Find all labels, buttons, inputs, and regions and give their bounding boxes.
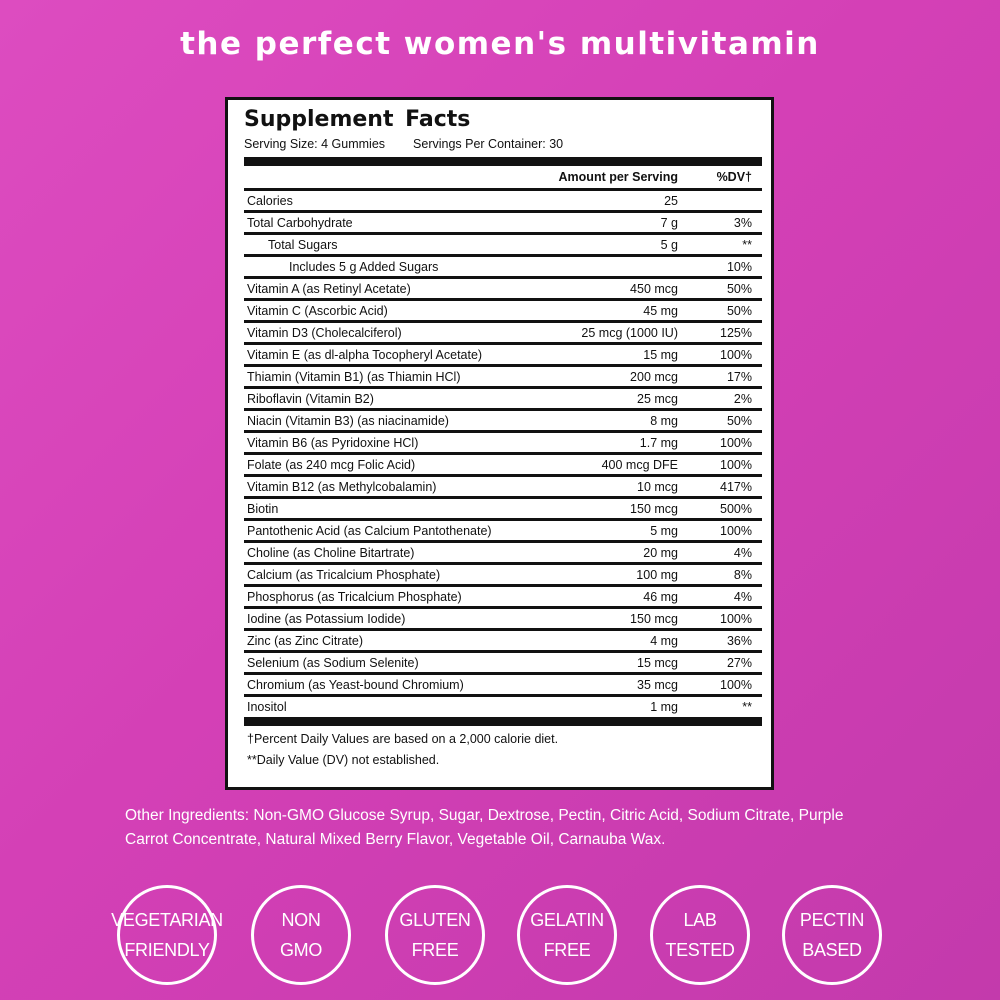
table-row: [244, 609, 762, 631]
nutrient-amount: 200 mcg: [630, 369, 678, 384]
nutrient-amount: 10 mcg: [637, 479, 678, 494]
nutrient-name: Inositol: [247, 699, 287, 714]
serving-size: Serving Size: 4 Gummies: [244, 137, 386, 151]
nutrient-dv: 417%: [720, 479, 752, 494]
nutrient-name: Chromium (as Yeast-bound Chromium): [247, 677, 464, 692]
nutrient-amount: 150 mcg: [630, 501, 678, 516]
badge-circle: [385, 885, 485, 985]
badge-line-1: VEGETARIAN: [111, 910, 223, 930]
nutrient-amount: 25 mcg (1000 IU): [581, 325, 678, 340]
table-row: [244, 345, 762, 367]
supplement-facts-panel: [225, 97, 774, 790]
badge-line-2: FREE: [543, 940, 591, 960]
nutrient-dv: 27%: [726, 655, 752, 670]
nutrient-name: Zinc (as Zinc Citrate): [247, 633, 363, 648]
table-row: [244, 477, 762, 499]
table-row: [244, 587, 762, 609]
nutrient-dv: 17%: [726, 369, 752, 384]
nutrient-dv: 100%: [720, 457, 752, 472]
nutrient-name: Phosphorus (as Tricalcium Phosphate): [247, 589, 462, 604]
nutrient-name: Iodine (as Potassium Iodide): [247, 611, 406, 626]
table-row: [244, 301, 762, 323]
nutrient-dv: 10%: [726, 259, 752, 274]
nutrient-dv: 2%: [733, 391, 752, 406]
column-dv-header: %DV†: [716, 170, 752, 184]
nutrient-amount: 4 mg: [650, 633, 678, 648]
nutrient-name: Total Carbohydrate: [247, 215, 353, 230]
nutrient-name: Vitamin D3 (Cholecalciferol): [247, 325, 402, 340]
nutrient-rows: [244, 191, 762, 716]
nutrient-dv: 100%: [720, 677, 752, 692]
table-row: [244, 411, 762, 433]
nutrient-amount: 45 mg: [643, 303, 678, 318]
table-row: [244, 433, 762, 455]
other-ingredients: Other Ingredients: Non-GMO Glucose Syrup, Sugar, Dextrose, Pectin, Citric Acid, Sodium Citrate, Purple Carrot Concentrate, Natural Mixed Berry Flavor, Vegetable Oil, Carnauba Wax.: [125, 807, 844, 848]
nutrient-amount: 1.7 mg: [639, 435, 678, 450]
table-row: [244, 213, 762, 235]
panel-title: Supplement Facts: [244, 107, 471, 132]
nutrient-dv: 50%: [726, 303, 752, 318]
nutrient-dv: 36%: [726, 633, 752, 648]
divider-thick-bottom: [244, 717, 762, 726]
badge-line-1: LAB: [683, 910, 717, 930]
nutrient-dv: 50%: [726, 413, 752, 428]
nutrient-dv: 50%: [726, 281, 752, 296]
table-row: [244, 697, 762, 716]
table-row: [244, 543, 762, 565]
table-row: [244, 257, 762, 279]
table-row: [244, 235, 762, 257]
nutrient-dv: 100%: [720, 435, 752, 450]
badge-circle: [251, 885, 351, 985]
nutrient-dv: 100%: [720, 523, 752, 538]
nutrient-dv: 100%: [720, 347, 752, 362]
nutrient-dv: 125%: [720, 325, 752, 340]
badge-line-1: NON: [281, 910, 321, 930]
nutrient-amount: 25: [664, 193, 678, 208]
nutrient-amount: 15 mg: [643, 347, 678, 362]
table-header: [244, 166, 762, 191]
nutrient-dv: **: [742, 237, 752, 252]
nutrient-amount: 400 mcg DFE: [601, 457, 678, 472]
nutrient-dv: 100%: [720, 611, 752, 626]
nutrient-name: Thiamin (Vitamin B1) (as Thiamin HCl): [247, 369, 461, 384]
nutrient-name: Choline (as Choline Bitartrate): [247, 545, 415, 560]
serving-info: [244, 137, 762, 153]
badge-line-2: FREE: [411, 940, 459, 960]
badge-line-2: GMO: [279, 940, 323, 960]
nutrient-name: Vitamin C (Ascorbic Acid): [247, 303, 388, 318]
footnote-not-established: **Daily Value (DV) not established.: [247, 753, 440, 767]
table-row: [244, 499, 762, 521]
badge-line-1: PECTIN: [799, 910, 865, 930]
badge-line-1: GLUTEN: [399, 910, 471, 930]
nutrient-amount: 35 mcg: [637, 677, 678, 692]
nutrient-name: Folate (as 240 mcg Folic Acid): [247, 457, 416, 472]
table-row: [244, 191, 762, 213]
nutrient-amount: 15 mcg: [637, 655, 678, 670]
nutrient-name: Vitamin B12 (as Methylcobalamin): [247, 479, 437, 494]
nutrient-name: Vitamin A (as Retinyl Acetate): [247, 281, 411, 296]
nutrient-dv: 4%: [733, 589, 752, 604]
badge-row: [0, 877, 1000, 997]
nutrient-name: Pantothenic Acid (as Calcium Pantothenate): [247, 523, 492, 538]
nutrient-name: Total Sugars: [268, 237, 338, 252]
table-row: [244, 631, 762, 653]
badge-line-1: GELATIN: [530, 910, 604, 930]
nutrient-amount: 5 mg: [650, 523, 678, 538]
nutrient-amount: 150 mcg: [630, 611, 678, 626]
table-row: [244, 653, 762, 675]
badge-line-2: BASED: [802, 940, 862, 960]
nutrient-amount: 8 mg: [650, 413, 678, 428]
table-row: [244, 367, 762, 389]
page-headline: the perfect women's multivitamin: [180, 26, 820, 62]
nutrient-amount: 5 g: [660, 237, 678, 252]
table-row: [244, 521, 762, 543]
nutrient-name: Calories: [247, 193, 293, 208]
footnote-dv: †Percent Daily Values are based on a 2,000 calorie diet.: [247, 732, 559, 746]
badge-line-2: FRIENDLY: [124, 940, 210, 960]
table-row: [244, 389, 762, 411]
badge-circle: [517, 885, 617, 985]
nutrient-name: Niacin (Vitamin B3) (as niacinamide): [247, 413, 449, 428]
nutrient-name: Calcium (as Tricalcium Phosphate): [247, 567, 441, 582]
column-amount-header: Amount per Serving: [558, 170, 678, 184]
nutrient-name: Vitamin E (as dl-alpha Tocopheryl Acetate): [247, 347, 483, 362]
nutrient-name: Vitamin B6 (as Pyridoxine HCl): [247, 435, 419, 450]
badge-line-2: TESTED: [665, 940, 735, 960]
nutrient-dv: 8%: [733, 567, 752, 582]
badge-circle: [650, 885, 750, 985]
table-row: [244, 675, 762, 697]
divider-thick: [244, 157, 762, 166]
nutrient-name: Includes 5 g Added Sugars: [289, 259, 439, 274]
table-row: [244, 455, 762, 477]
table-row: [244, 279, 762, 301]
nutrient-dv: 500%: [720, 501, 752, 516]
nutrient-amount: 20 mg: [643, 545, 678, 560]
nutrient-amount: 25 mcg: [637, 391, 678, 406]
nutrient-name: Biotin: [247, 501, 279, 516]
servings-per-container: Servings Per Container: 30: [413, 137, 564, 151]
nutrient-name: Riboflavin (Vitamin B2): [247, 391, 374, 406]
nutrient-dv: **: [742, 699, 752, 714]
nutrient-dv: 4%: [733, 545, 752, 560]
nutrient-amount: 7 g: [660, 215, 678, 230]
nutrient-amount: 1 mg: [650, 699, 678, 714]
nutrient-name: Selenium (as Sodium Selenite): [247, 655, 419, 670]
table-row: [244, 565, 762, 587]
table-row: [244, 323, 762, 345]
badge-circle: [111, 885, 223, 985]
nutrient-dv: 3%: [733, 215, 752, 230]
badge-circle: [782, 885, 882, 985]
nutrient-amount: 450 mcg: [630, 281, 678, 296]
nutrient-amount: 100 mg: [636, 567, 678, 582]
nutrient-amount: 46 mg: [643, 589, 678, 604]
